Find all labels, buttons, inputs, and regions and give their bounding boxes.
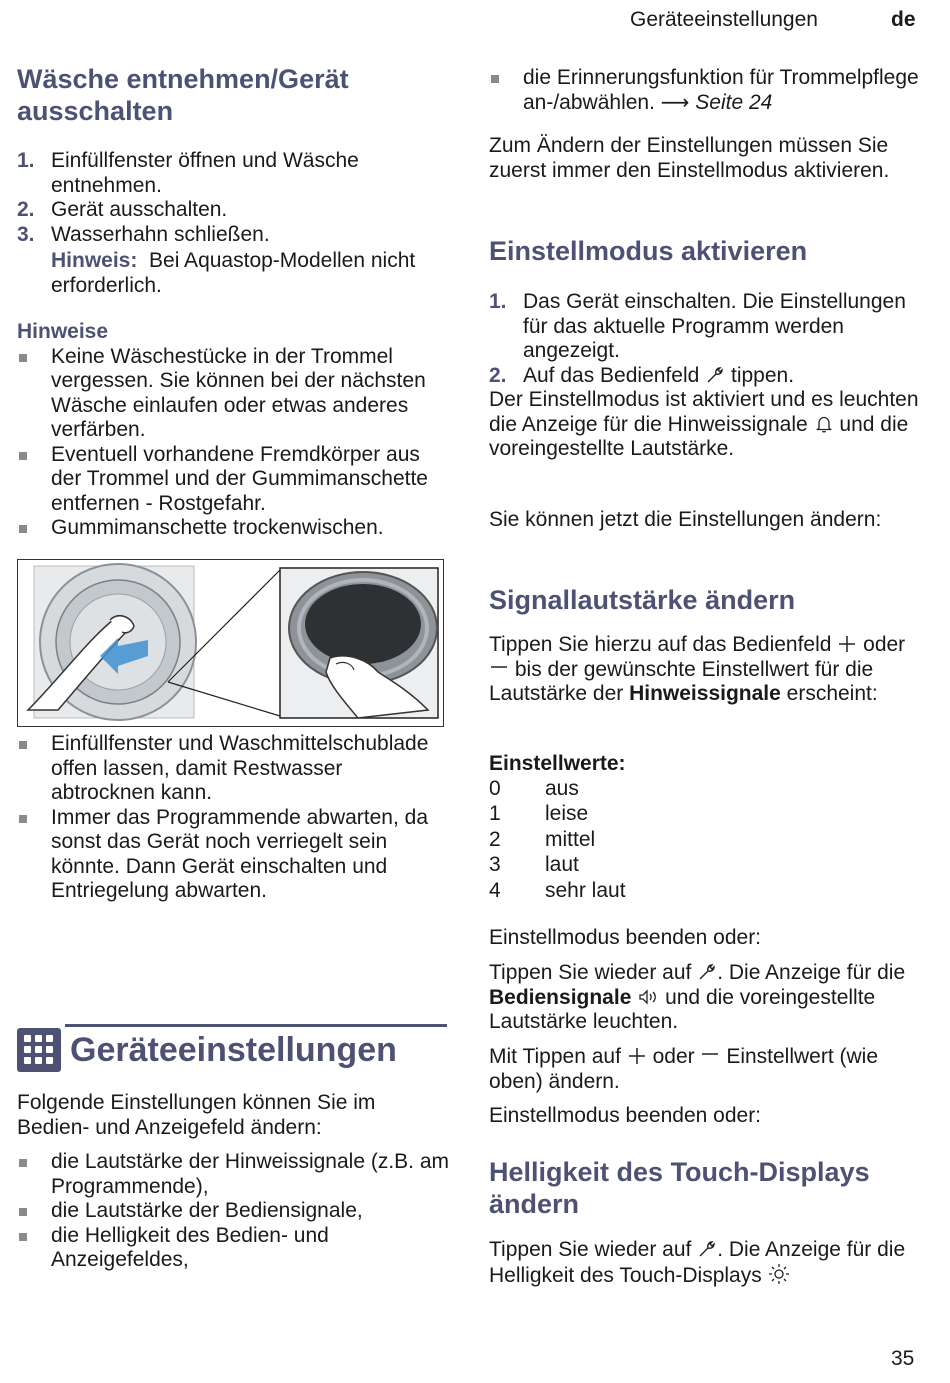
aquastop-note: [17, 249, 449, 298]
plus-icon: [627, 1046, 647, 1066]
page-reference-arrow-icon: ⟶: [660, 91, 690, 114]
page-reference[interactable]: Seite 24: [695, 90, 773, 114]
step-item: 2. Auf das Bedienfeld tippen.: [489, 363, 795, 387]
steps-list: [17, 149, 449, 298]
heading-activate-mode: Einstellmodus aktivieren: [489, 236, 808, 266]
change-settings-note: Zum Ändern der Einstellungen müssen Sie zuerst immer den Einstellmodus aktivieren.: [489, 134, 890, 182]
values-grid: [489, 777, 789, 904]
settings-grid-icon: [17, 1028, 61, 1072]
list-item: Einfüllfenster und Waschmittelschublade offen lassen, damit Restwasser abtrocknen kann.: [17, 732, 449, 806]
settings-list: [17, 1150, 449, 1273]
after-figure-list: [17, 732, 449, 904]
bullet-square-icon: [19, 815, 27, 823]
value-label: sehr laut: [545, 878, 626, 902]
value-key: 0: [489, 776, 501, 800]
list-item: Gummimanschette trockenwischen.: [17, 516, 449, 541]
heading-brightness: Helligkeit des Touch-Displays ändern: [489, 1157, 870, 1219]
wrench-icon: [705, 365, 725, 385]
illustration-door-gasket: [17, 559, 444, 727]
list-item: die Lautstärke der Hinweissignale (z.B. am Programmende),: [17, 1150, 449, 1199]
values-label: Einstellwerte:: [489, 752, 626, 775]
step-item: 2. Gerät ausschalten.: [17, 198, 228, 221]
list-item: die Erinnerungsfunktion für Trommelpflege an-/abwählen. ⟶ Seite 24: [489, 66, 950, 115]
running-header-language: de: [891, 8, 916, 31]
page-number: 35: [891, 1347, 915, 1370]
minus-icon: [489, 659, 509, 679]
wrench-icon: [697, 1239, 717, 1259]
section-title-rule: [65, 1024, 447, 1027]
brightness-text: Tippen Sie wieder auf . Die Anzeige für die Helligkeit des Touch-Displays: [489, 1238, 906, 1287]
bullet-square-icon: [19, 452, 27, 460]
speaker-icon: [637, 987, 659, 1007]
wrench-icon: [697, 962, 717, 982]
bell-icon: [814, 414, 834, 434]
signal-instructions: Tippen Sie hierzu auf das Bedienfeld oder bis der gewünschte Einstellwert für die Lautstärke der Hinweissignale erscheint:: [489, 633, 906, 705]
settings-intro: Folgende Einstellungen können Sie im Bedien- und Anzeigefeld ändern:: [17, 1091, 376, 1139]
value-key: 3: [489, 853, 501, 876]
tap-again-text: Tippen Sie wieder auf . Die Anzeige für die Bediensignale und die voreingestellte Lautstärke leuchten.: [489, 961, 906, 1033]
step-item: 1. Das Gerät einschalten. Die Einstellungen für das aktuelle Programm werden angezeigt.: [489, 290, 906, 362]
bullet-square-icon: [19, 1159, 27, 1167]
plus-minus-text: Mit Tippen auf oder Einstellwert (wie oben) ändern.: [489, 1045, 879, 1093]
mode-active-text: Der Einstellmodus ist aktiviert und es leuchten die Anzeige für die Hinweissignale und die voreingestellte Lautstärke.: [489, 388, 919, 460]
section-title-text: Geräteeinstellungen: [70, 1031, 397, 1069]
hinweise-block: [17, 320, 449, 541]
heading-remove-laundry: Wäsche entnehmen/Gerät ausschalten: [17, 64, 349, 126]
value-key: 2: [489, 827, 501, 851]
list-item: Keine Wäschestücke in der Trommel vergessen. Sie können bei der nächsten Wäsche einlaufen oder etwas anderes verfärben.: [17, 345, 449, 443]
value-label: aus: [545, 776, 579, 800]
bullet-square-icon: [19, 741, 27, 749]
list-item: die Helligkeit des Bedien- und Anzeigefeldes,: [17, 1224, 449, 1273]
can-change-text: Sie können jetzt die Einstellungen ändern:: [489, 508, 882, 531]
note-text: Bei Aquastop-Modellen nicht erforderlich.: [51, 249, 416, 297]
value-key: 1: [489, 802, 501, 825]
hinweise-label: Hinweise: [17, 320, 109, 343]
mode-steps: [489, 290, 929, 462]
bullet-square-icon: [491, 75, 499, 83]
bullet-square-icon: [19, 354, 27, 362]
heading-signal-volume: Signallautstärke ändern: [489, 585, 796, 615]
value-label: laut: [545, 853, 579, 876]
end-mode-text: Einstellmodus beenden oder:: [489, 1104, 762, 1127]
list-item: die Lautstärke der Bediensignale,: [17, 1199, 449, 1224]
bullet-square-icon: [19, 1233, 27, 1241]
plus-icon: [837, 634, 857, 654]
bullet-square-icon: [19, 525, 27, 533]
running-header-section: Geräteeinstellungen: [630, 8, 818, 31]
note-label: Hinweis:: [51, 249, 138, 272]
end-mode-text: Einstellmodus beenden oder:: [489, 926, 762, 949]
washer-drum-illustration: [18, 560, 443, 726]
value-label: leise: [545, 802, 589, 825]
step-item: 1. Einfüllfenster öffnen und Wäsche entnehmen.: [17, 149, 359, 197]
list-item: Eventuell vorhandene Fremdkörper aus der Trommel und der Gummimanschette entfernen - Rostgefahr.: [17, 443, 449, 517]
values-table: [489, 752, 789, 903]
list-item: Immer das Programmende abwarten, da sonst das Gerät noch verriegelt sein könnte. Dann Gerät einschalten und Entriegelung abwarten.: [17, 806, 449, 904]
value-key: 4: [489, 878, 501, 902]
step-item: 3. Wasserhahn schließen.: [17, 222, 270, 246]
value-label: mittel: [545, 827, 596, 851]
bullet-square-icon: [19, 1208, 27, 1216]
minus-icon: [700, 1046, 720, 1066]
brightness-sun-icon: [768, 1263, 790, 1285]
